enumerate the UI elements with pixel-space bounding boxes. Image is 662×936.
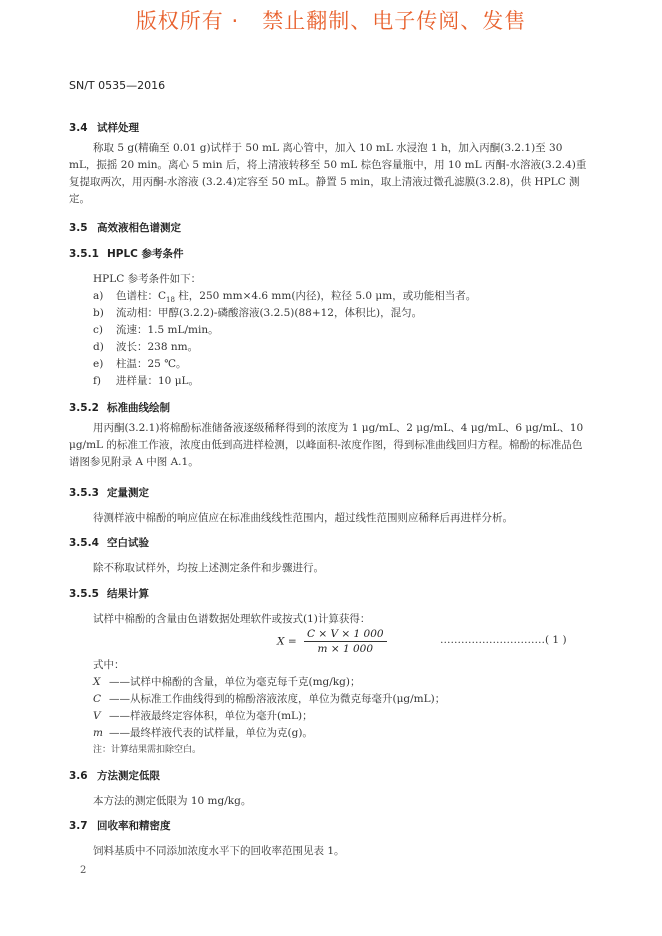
item-label: a) [93,290,104,302]
copyright-watermark: 版权所有 · 禁止翻制、电子传阅、发售 [135,9,527,33]
section-title: 结果计算 [107,588,149,600]
variable-desc: ——试样中棉酚的含量，单位为毫克每千克(mg/kg)； [109,676,361,688]
hplc-intro: HPLC 参考条件如下： [93,273,202,285]
item-label: f) [93,375,101,387]
variable-definition [93,708,313,723]
section-number: 3.4 [69,122,88,134]
section-number: 3.5 [69,222,88,234]
equation-number: …………………………( 1 ) [440,634,567,646]
hplc-condition-item [93,373,199,388]
section-3-5-5-heading [69,586,149,601]
variable-desc: ——样液最终定容体积，单位为毫升(mL)； [109,710,313,722]
section-3-6-text: 本方法的测定低限为 10 mg/kg。 [93,795,252,807]
variable-desc: ——最终样液代表的试样量，单位为克(g)。 [109,727,313,739]
item-label: c) [93,324,103,336]
section-title: 定量测定 [107,487,149,499]
item-subscript: 18 [166,296,175,305]
hplc-condition-item [93,339,198,354]
section-number: 3.6 [69,770,88,782]
hplc-condition-item [93,356,186,371]
section-3-7-heading [69,818,171,833]
section-3-5-2-heading [69,400,170,415]
section-3-6-heading [69,768,160,783]
calc-intro: 试样中棉酚的含量由色谱数据处理软件或按式(1)计算获得： [93,613,371,625]
item-label: e) [93,358,104,370]
item-text: 色谱柱：C [116,290,167,302]
section-3-4-text: 称取 5 g(精确至 0.01 g)试样于 50 mL 离心管中，加入 10 mL 水浸泡 1 h，加入丙酮(3.2.1)至 30 mL，振摇 20 min。离心 5 min 后，将上清液转移至 50 mL 棕色容量瓶中，用 10 mL 丙酮-水溶液(3.2.4)重复提取两次，用丙酮-水溶液 (3.2.4)定容至 50 mL。静置 5 min，取上清液过微孔滤膜(3.2.8)，供 HPLC 测定。 [69,142,587,205]
formula-lhs: X = [277,635,297,648]
section-title: 方法测定低限 [97,770,160,782]
hplc-condition-item [93,322,219,337]
hplc-condition-item [93,305,422,320]
section-title: 试样处理 [97,122,139,134]
hplc-condition-item [93,288,476,304]
formula-where: 式中： [93,659,125,671]
section-number: 3.5.3 [69,487,99,499]
section-number: 3.5.2 [69,402,99,414]
item-text: 进样量：10 μL。 [116,375,199,387]
page-number: 2 [80,865,87,876]
section-3-5-3-heading [69,485,149,500]
formula-denominator: m × 1 000 [317,643,374,655]
section-3-5-heading [69,220,181,235]
section-number: 3.5.5 [69,588,99,600]
variable-symbol: V [93,710,101,722]
formula-numerator: C × V × 1 000 [304,628,387,642]
variable-desc: ——从标准工作曲线得到的棉酚溶液浓度，单位为微克每毫升(μg/mL)； [109,693,446,705]
section-3-5-4-text: 除不称取试样外，均按上述测定条件和步骤进行。 [93,562,324,574]
section-3-5-1-heading [69,246,184,261]
item-text: 流速：1.5 mL/min。 [116,324,219,336]
variable-symbol: X [93,676,101,688]
section-title: 标准曲线绘制 [107,402,170,414]
item-text: 柱温：25 ℃。 [116,358,187,370]
item-text: 波长：238 nm。 [116,341,199,353]
calc-note: 注：计算结果需扣除空白。 [93,745,202,755]
section-title: HPLC 参考条件 [107,248,184,260]
section-title: 回收率和精密度 [97,820,171,832]
variable-definition [93,674,361,689]
item-label: d) [93,341,104,353]
result-formula [277,628,387,655]
document-id: SN/T 0535—2016 [69,79,166,92]
section-number: 3.7 [69,820,88,832]
variable-definition [93,691,445,706]
formula-fraction [304,628,387,655]
variable-symbol: C [93,693,102,705]
variable-symbol: m [93,727,103,739]
variable-definition [93,725,313,740]
item-text: 流动相：甲醇(3.2.2)-磷酸溶液(3.2.5)(88+12，体积比)，混匀。 [116,307,423,319]
section-number: 3.5.4 [69,537,99,549]
section-3-4-heading [69,120,139,135]
section-3-5-3-text: 待测样液中棉酚的响应值应在标准曲线线性范围内，超过线性范围则应稀释后再进样分析。 [93,512,513,524]
item-text-cont: 柱，250 mm×4.6 mm(内径)，粒径 5.0 μm，或功能相当者。 [174,290,477,302]
section-number: 3.5.1 [69,248,99,260]
section-3-7-text: 饲料基质中不同添加浓度水平下的回收率范围见表 1。 [93,845,345,857]
section-title: 空白试验 [107,537,149,549]
item-label: b) [93,307,104,319]
section-3-5-4-heading [69,535,149,550]
section-title: 高效液相色谱测定 [97,222,181,234]
section-3-5-2-text: 用丙酮(3.2.1)将棉酚标准储备液逐级稀释得到的浓度为 1 μg/mL、2 μg/mL、4 μg/mL、6 μg/mL、10 μg/mL 的标准工作液，浓度由低到高进样检测，以峰面积-浓度作图，得到标准曲线回归方程。棉酚的标准品色谱图参见附录 A 中图 A.1。 [69,422,584,468]
